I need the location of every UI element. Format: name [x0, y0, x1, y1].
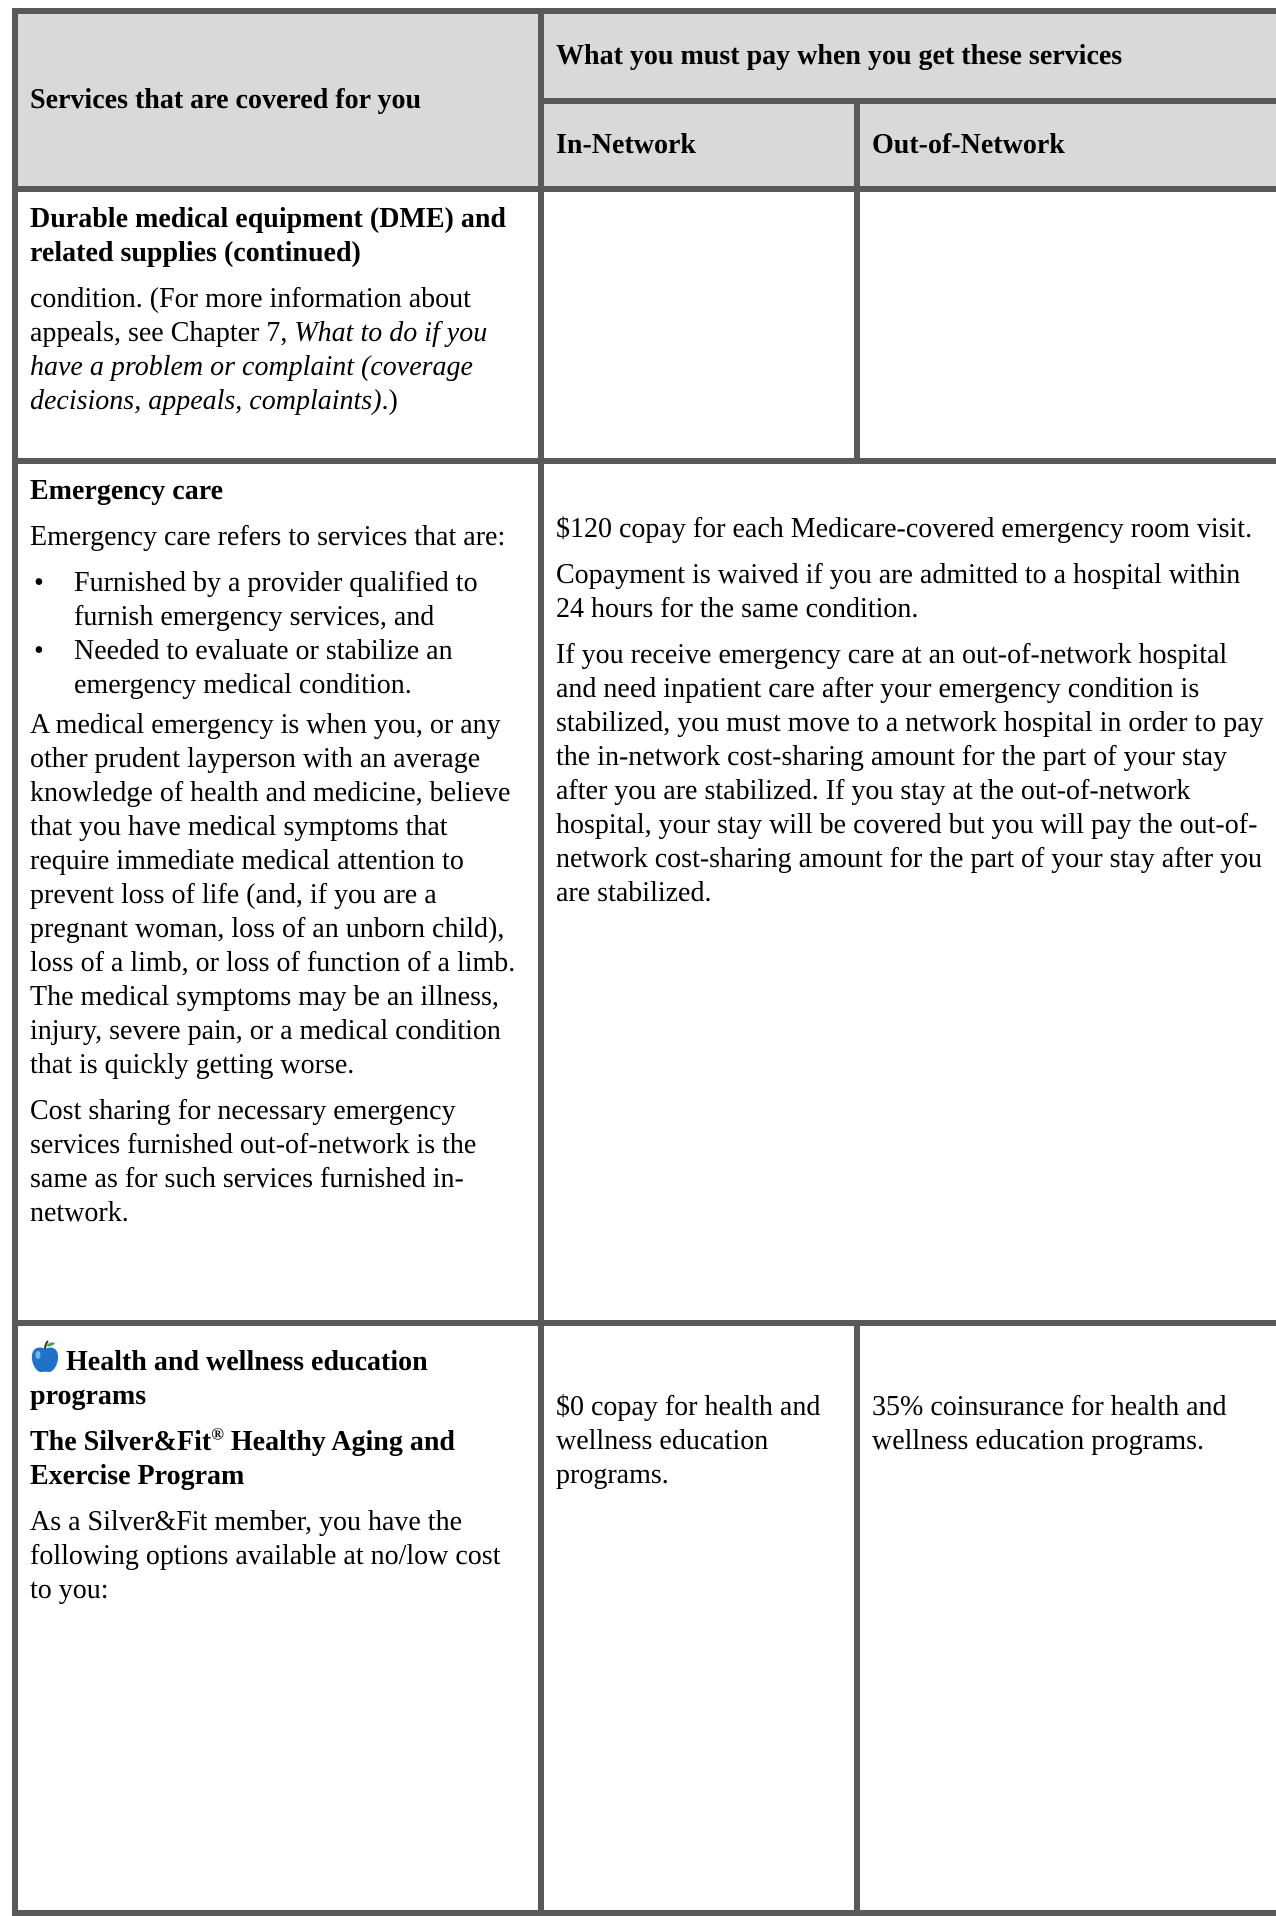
benefits-table-frame: [12, 8, 1276, 1748]
out-network-header: [857, 101, 1276, 189]
silverfit-description: As a Silver&Fit member, you have the following options available at no/low cost to you:: [30, 1506, 501, 1605]
wellness-title-line: [30, 1340, 526, 1413]
wellness-in-network-cell: [541, 1323, 857, 1913]
wellness-out-network-cell: [857, 1323, 1276, 1913]
pay-header-label: What you must pay when you get these services: [556, 40, 1123, 71]
out-of-network-emergency-note: If you receive emergency care at an out-of-network hospital and need inpatient care after your emergency condition is stabilized, you must move to a network hospital in order to pay the in-network cost-sharing amount for the part of your stay after you are stabilized. If you stay at the out-of-network hospital, your stay will be covered but you will pay the out-of-network cost-sharing amount for the part of your stay after you are stabilized.: [556, 639, 1264, 908]
emergency-bullet: • Furnished by a provider qualified to furnish emergency services, and: [30, 566, 526, 634]
services-header-label: Services that are covered for you: [30, 84, 422, 115]
dme-out-network-cell: [857, 189, 1276, 461]
services-header: [15, 11, 541, 189]
dme-text-after: .): [381, 385, 398, 416]
copay-waiver: Copayment is waived if you are admitted to a hospital within 24 hours for the same condition.: [556, 559, 1241, 624]
emergency-row: [15, 461, 1276, 1323]
apple-icon: [30, 1340, 60, 1374]
emergency-title: Emergency care: [30, 475, 224, 506]
wellness-row: [15, 1323, 1276, 1913]
dme-service-cell: [15, 189, 541, 461]
emergency-bullet: • Needed to evaluate or stabilize an emergency medical condition.: [30, 634, 526, 702]
silverfit-subtitle: [30, 1425, 526, 1493]
dme-row: [15, 189, 1276, 461]
dme-description: [30, 282, 526, 418]
emergency-bullet-list: [30, 566, 526, 702]
emergency-pay-cell: [541, 461, 1276, 1323]
wellness-service-cell: [15, 1323, 541, 1913]
emergency-copay: $120 copay for each Medicare-covered emergency room visit.: [556, 513, 1253, 544]
wellness-title: Health and wellness education programs: [30, 1346, 428, 1411]
registered-mark: ®: [211, 1424, 224, 1444]
chapter-7-reference: What to do if you have a problem or complaint (coverage decisions, appeals, complaints): [30, 317, 488, 416]
in-network-header: [541, 101, 857, 189]
out-network-label: Out-of-Network: [872, 129, 1065, 160]
benefits-table: [12, 8, 1276, 1916]
wellness-in-network-cost: $0 copay for health and wellness education programs.: [556, 1391, 821, 1490]
pay-header: [541, 11, 1276, 101]
dme-title: Durable medical equipment (DME) and related supplies (continued): [30, 203, 506, 268]
emergency-intro: Emergency care refers to services that are:: [30, 521, 506, 552]
wellness-out-network-cost: 35% coinsurance for health and wellness education programs.: [872, 1391, 1227, 1456]
dme-text-before: condition. (For more information about appeals, see Chapter 7,: [30, 283, 471, 348]
silverfit-subtitle-a: The Silver&Fit: [30, 1426, 212, 1457]
cost-sharing-note: Cost sharing for necessary emergency services furnished out-of-network is the same as for such services furnished in-network.: [30, 1095, 477, 1228]
dme-in-network-cell: [541, 189, 857, 461]
silverfit-subtitle-b: Healthy Aging and Exercise Program: [30, 1426, 455, 1491]
emergency-service-cell: [15, 461, 541, 1323]
in-network-label: In-Network: [556, 129, 696, 160]
header-row-top: [15, 11, 1276, 101]
medical-emergency-definition: A medical emergency is when you, or any other prudent layperson with an average knowledge of health and medicine, believe that you have medical symptoms that require immediate medical attention to prevent loss of life (and, if you are a pregnant woman, loss of an unborn child), loss of a limb, or loss of function of a limb. The medical symptoms may be an illness, injury, severe pain, or a medical condition that is quickly getting worse.: [30, 709, 516, 1080]
